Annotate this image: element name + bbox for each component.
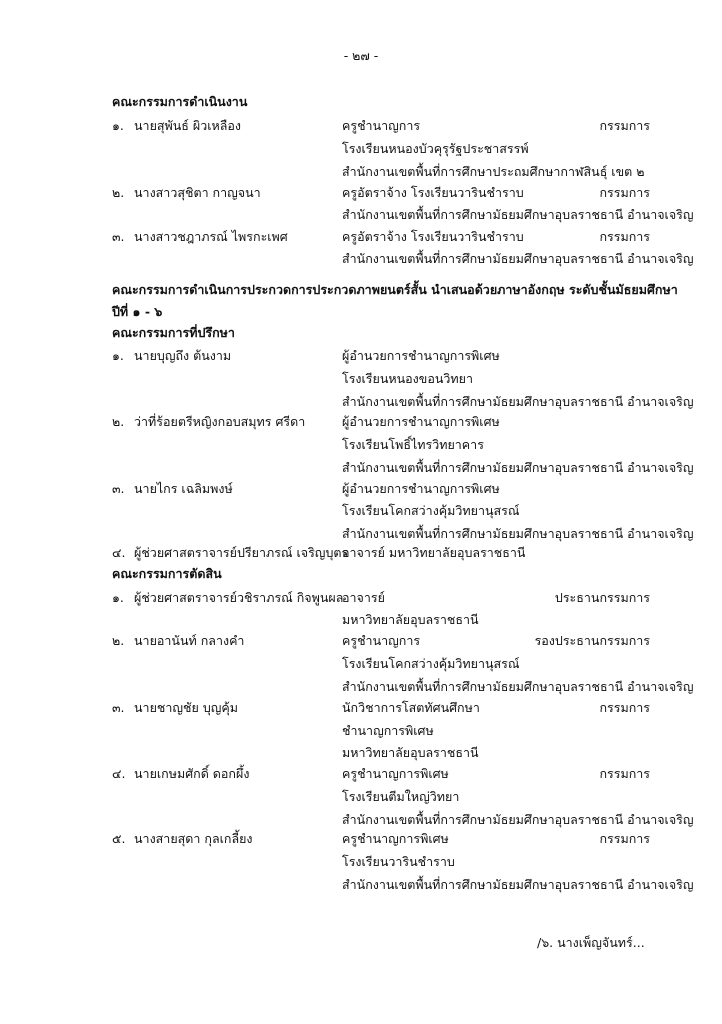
member-position: ครูชำนาญการพิเศษ bbox=[342, 766, 449, 781]
continuation-note: /๖. นางเพ็ญจันทร์... bbox=[537, 935, 645, 950]
member-number: ๒. bbox=[112, 185, 125, 200]
member-number: ๒. bbox=[112, 414, 125, 429]
member-role: กรรมการ bbox=[599, 185, 650, 200]
member-school: โรงเรียนโพธิ์ไทรวิทยาคาร bbox=[342, 437, 484, 452]
member-number: ๕. bbox=[112, 831, 126, 846]
member-school: โรงเรียนวารินชำราบ bbox=[342, 854, 455, 869]
member-office: สำนักงานเขตพื้นที่การศึกษามัธยมศึกษาอุบลราชธานี อำนาจเจริญ bbox=[342, 679, 694, 694]
section-title: คณะกรรมการที่ปรึกษา bbox=[112, 325, 235, 340]
contest-title-levels: ปีที่ ๑ - ๖ bbox=[112, 304, 163, 319]
member-school: โรงเรียนโคกสว่างคุ้มวิทยานุสรณ์ bbox=[342, 503, 520, 518]
member-office: สำนักงานเขตพื้นที่การศึกษามัธยมศึกษาอุบลราชธานี อำนาจเจริญ bbox=[342, 207, 694, 222]
member-number: ๑. bbox=[112, 118, 124, 133]
member-office: สำนักงานเขตพื้นที่การศึกษามัธยมศึกษาอุบลราชธานี อำนาจเจริญ bbox=[342, 460, 694, 475]
member-name: ผู้ช่วยศาสตราจารย์ปรียาภรณ์ เจริญบุตร bbox=[134, 545, 349, 560]
member-position: ครูอัตราจ้าง โรงเรียนวารินชำราบ bbox=[342, 229, 524, 244]
member-name: นางสายสุดา กุลเกลี้ยง bbox=[134, 831, 253, 846]
member-name: นายอานันท์ กลางคำ bbox=[134, 633, 245, 648]
member-office: สำนักงานเขตพื้นที่การศึกษามัธยมศึกษาอุบลราชธานี อำนาจเจริญ bbox=[342, 877, 694, 892]
member-position: ครูชำนาญการพิเศษ bbox=[342, 831, 449, 846]
member-position: นักวิชาการโสตทัศนศึกษา bbox=[342, 700, 480, 715]
member-number: ๔. bbox=[112, 766, 126, 781]
member-role: รองประธานกรรมการ bbox=[534, 633, 650, 648]
member-role: กรรมการ bbox=[599, 766, 650, 781]
member-position: ครูชำนาญการ bbox=[342, 633, 421, 648]
member-role: กรรมการ bbox=[599, 229, 650, 244]
member-position: ผู้อำนวยการชำนาญการพิเศษ bbox=[342, 414, 500, 429]
member-name: นายเกษมศักดิ์ ดอกผึ้ง bbox=[134, 766, 250, 781]
member-name: ผู้ช่วยศาสตราจารย์วชิราภรณ์ กิจพูนผล bbox=[134, 590, 344, 605]
member-number: ๓. bbox=[112, 700, 125, 715]
member-position: ผู้อำนวยการชำนาญการพิเศษ bbox=[342, 481, 500, 496]
member-school: โรงเรียนหนองบัวคุรุรัฐประชาสรรพ์ bbox=[342, 141, 529, 156]
member-position-level: ชำนาญการพิเศษ bbox=[342, 723, 434, 738]
member-school: โรงเรียนหนองขอนวิทยา bbox=[342, 371, 473, 386]
member-number: ๓. bbox=[112, 481, 125, 496]
member-role: กรรมการ bbox=[599, 700, 650, 715]
page-number: - ๒๗ - bbox=[343, 48, 379, 63]
member-name: นายไกร เฉลิมพงษ์ bbox=[134, 481, 233, 496]
member-number: ๔. bbox=[112, 545, 126, 560]
member-role: กรรมการ bbox=[599, 118, 650, 133]
member-name: นางสาวชฎาภรณ์ ไพรกะเพศ bbox=[134, 229, 288, 244]
section-title: คณะกรรมการดำเนินงาน bbox=[112, 94, 248, 109]
member-name: นายบุญถึง ต้นงาม bbox=[134, 348, 232, 363]
member-name: ว่าที่ร้อยตรีหญิงกอบสมุทร ศรีดา bbox=[134, 414, 306, 429]
member-school: โรงเรียนโคกสว่างคุ้มวิทยานุสรณ์ bbox=[342, 656, 520, 671]
member-number: ๑. bbox=[112, 590, 124, 605]
member-office: มหาวิทยาลัยอุบลราชธานี bbox=[342, 612, 479, 627]
member-name: นายชาญชัย บุญคุ้ม bbox=[134, 700, 239, 715]
contest-title: คณะกรรมการดำเนินการประกวดการประกวดภาพยนตร์สั้น นำเสนอด้วยภาษาอังกฤษ ระดับชั้นมัธยมศึกษา bbox=[112, 282, 678, 297]
member-number: ๑. bbox=[112, 348, 124, 363]
member-position: ครูชำนาญการ bbox=[342, 118, 421, 133]
member-role: ประธานกรรมการ bbox=[554, 590, 650, 605]
section-title: คณะกรรมการตัดสิน bbox=[112, 566, 222, 581]
member-number: ๓. bbox=[112, 229, 125, 244]
member-office: สำนักงานเขตพื้นที่การศึกษามัธยมศึกษาอุบลราชธานี อำนาจเจริญ bbox=[342, 812, 694, 827]
member-office: สำนักงานเขตพื้นที่การศึกษามัธยมศึกษาอุบลราชธานี อำนาจเจริญ bbox=[342, 251, 694, 266]
member-role: กรรมการ bbox=[599, 831, 650, 846]
member-position: ครูอัตราจ้าง โรงเรียนวารินชำราบ bbox=[342, 185, 524, 200]
member-position: อาจารย์ bbox=[342, 590, 385, 605]
member-office: สำนักงานเขตพื้นที่การศึกษามัธยมศึกษาอุบลราชธานี อำนาจเจริญ bbox=[342, 394, 694, 409]
member-name: นางสาวสุชิตา กาญจนา bbox=[134, 185, 261, 200]
member-name: นายสุพันธ์ ผิวเหลือง bbox=[134, 118, 242, 133]
member-office: สำนักงานเขตพื้นที่การศึกษาประถมศึกษากาฬสินธุ์ เขต ๒ bbox=[342, 164, 645, 179]
member-position: ผู้อำนวยการชำนาญการพิเศษ bbox=[342, 348, 500, 363]
member-position: อาจารย์ มหาวิทยาลัยอุบลราชธานี bbox=[342, 545, 526, 560]
member-school: โรงเรียนตีมใหญ่วิทยา bbox=[342, 789, 460, 804]
member-number: ๒. bbox=[112, 633, 125, 648]
member-office: มหาวิทยาลัยอุบลราชธานี bbox=[342, 745, 479, 760]
member-office: สำนักงานเขตพื้นที่การศึกษามัธยมศึกษาอุบลราชธานี อำนาจเจริญ bbox=[342, 526, 694, 541]
